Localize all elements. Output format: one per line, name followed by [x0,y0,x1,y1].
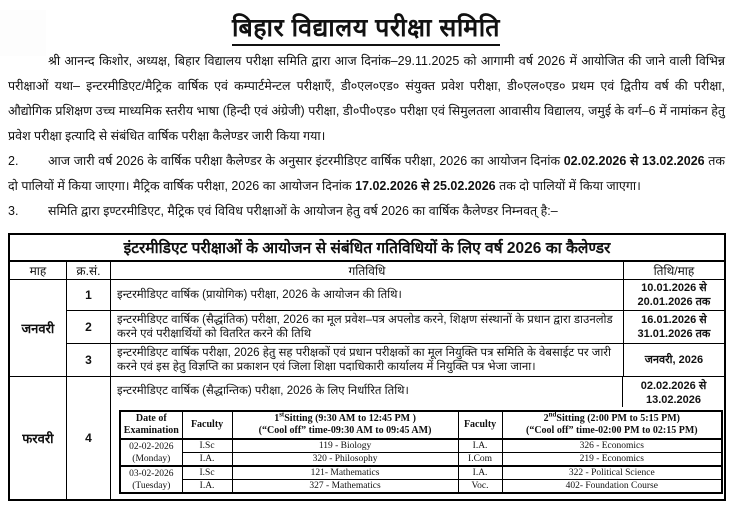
subject-cell: 119 - Biology [232,439,458,453]
intermediate-exam-date-range: 02.02.2026 से 13.02.2026 [563,154,705,168]
activity-cell: इन्टरमीडिएट वार्षिक (प्रायोगिक) परीक्षा, 2026 के आयोजन की तिथि। [111,280,624,311]
sitting-1-cooloff: (“Cool off” time-09:30 AM to 09:45 AM) [258,425,432,436]
subject-cell: 402- Foundation Course [502,480,722,494]
schedule-header-faculty-2: Faculty [458,411,502,439]
date-line: 02.02.2026 से [640,380,707,392]
column-header-month: माह [9,261,66,280]
activity-cell: इन्टरमीडिएट वार्षिक (सैद्धान्तिक) परीक्षा, 2026 के लिए निर्धारित तिथि। [117,385,409,397]
intro-paragraph: श्री आनन्द किशोर, अध्यक्ष, बिहार विद्यालय परीक्षा समिति द्वारा आज दिनांक–29.11.2025 को आगामी वर्ष 2026 में आयोजित की जाने वाली विभिन्न परीक्षाओं यथा– इन्टरमीडिएट/मैट्रिक वार्षिक एवं कम्पार्टमेन्टल परीक्षाएँ, डी०एल०एड० संयुक्त प्रवेश परीक्षा, डी०एल०एड० प्रथम एवं द्वितीय वर्ष की परीक्षा, औद्योगिक प्रशिक्षण उच्च माध्यमिक स्तरीय भाषा (हिन्दी एवं अंग्रेजी) परीक्षा, डी०पी०एड० परीक्षा एवं सिमुलतला आवासीय विद्यालय, जमुई के वर्ग–6 में नामांकन हेतु प्रवेश परीक्षा इत्यादि से संबंधित वार्षिक परीक्षा कैलेण्डर जारी किया गया। [8,54,725,143]
date-line: 16.01.2026 से [641,314,707,326]
calendar-table-title-row [9,234,725,261]
column-header-activity: गतिविधि [111,261,624,280]
calendar-intro-text: समिति द्वारा इण्टरमीडिएट, मैट्रिक एवं विविध परीक्षाओं के आयोजन हेतु वर्ष 2026 का वार्षिक कैलेण्डर निम्नवत् है:– [48,204,558,218]
calendar-row-3 [9,344,725,377]
faculty-cell: I.A. [182,453,232,467]
calendar-table-title: इंटरमीडिएट परीक्षाओं के आयोजन से संबंधित गतिविधियों के लिए वर्ष 2026 का कैलेण्डर [9,234,725,261]
sitting-1-time [233,410,458,425]
subject-cell: 219 - Economics [502,453,722,467]
date-line: 10.01.2026 से [641,282,707,294]
date-line: 31.01.2026 तक [637,328,711,340]
sitting-1-hours: Sitting (9:30 AM to 12:45 PM ) [284,413,416,424]
date-line: 13.02.2026 [645,394,702,406]
paragraph-number-2: 2. [8,154,19,168]
schedule-row [120,453,722,467]
schedule-date-line: (Tuesday) [132,480,171,491]
schedule-header-date [120,411,182,439]
schedule-date-line: 02-02-2026 [129,441,174,452]
scan-artifact [0,10,46,56]
schedule-header-sitting-1 [232,411,458,439]
date-cell [622,377,724,407]
february-activity-top [111,377,724,407]
schedule-header-faculty-1: Faculty [182,411,232,439]
subject-cell: 121- Mathematics [232,466,458,480]
calendar-row-1 [9,280,725,311]
sitting-1-ordinal: st [279,410,285,419]
date-cell [623,311,725,344]
activity-cell: इन्टरमीडिएट वार्षिक परीक्षा, 2026 हेतु सह परीक्षकों एवं प्रधान परीक्षकों का मूल नियुक्ति पत्र समिति के वेबसाईट पर जारी करने एवं इस हेतु विज्ञप्ति का प्रकाशन एवं जिला शिक्षा पदाधिकारी कार्यालय में नियुक्ति पत्र भेजा जाना। [111,344,624,377]
faculty-cell: I.A. [182,480,232,494]
subject-cell: 320 - Philosophy [232,453,458,467]
date-cell [623,280,725,311]
column-header-date: तिथि/माह [623,261,725,280]
february-activity-cell [111,377,725,501]
date-line: 20.01.2026 तक [637,296,711,308]
schedule-date-line: (Monday) [132,453,171,464]
exam-dates-text: तक दो पालियों में किया जाएगा। [495,179,641,193]
column-header-serial: क्र.सं. [66,261,110,280]
paragraph-number-3: 3. [8,204,19,218]
board-title [0,10,732,44]
faculty-cell: I.Sc [182,439,232,453]
schedule-header-sitting-2 [502,411,722,439]
schedule-header-date-line: Examination [123,425,179,436]
sitting-2-ordinal: nd [548,410,557,419]
sitting-2-number: 2 [543,413,549,424]
subject-cell: 322 - Political Science [502,466,722,480]
sitting-1-number: 1 [274,413,280,424]
schedule-exam-date [120,439,182,466]
sitting-2-time [503,410,722,425]
schedule-exam-date [120,466,182,493]
activity-cell: इन्टरमीडिएट वार्षिक (सैद्धांतिक) परीक्षा, 2026 का मूल प्रवेश–पत्र अपलोड करने, शिक्षण संस्थानों के प्रधान द्वारा डाउनलोड करने एवं परीक्षार्थियों को वितरित करने की तिथि [111,311,624,344]
calendar-table-header-row [9,261,725,280]
faculty-cell: I.Sc [182,466,232,480]
schedule-header-row [120,411,722,439]
schedule-row [120,439,722,453]
calendar-row-2 [9,311,725,344]
sitting-2-cooloff: (“Cool off” time-02:00 PM to 02:15 PM) [525,425,698,436]
month-cell-january: जनवरी [9,280,66,377]
exam-dates-paragraph [0,149,732,199]
serial-cell: 3 [66,344,110,377]
calendar-table [8,233,726,501]
faculty-cell: I.A. [458,466,502,480]
notification-document [0,10,732,515]
board-title-text: बिहार विद्यालय परीक्षा समिति [232,14,500,46]
calendar-intro-paragraph [0,199,732,224]
faculty-cell: I.A. [458,439,502,453]
schedule-row [120,480,722,494]
exam-dates-text: तक दो पालियों में किया जाएगा। मैट्रिक वार्षिक परीक्षा, 2026 का आयोजन दिनांक [8,154,726,193]
matric-exam-date-range: 17.02.2026 से 25.02.2026 [355,179,496,193]
subject-cell: 327 - Mathematics [232,480,458,494]
exam-schedule-table [119,410,723,494]
schedule-header-date-line: Date of [135,413,167,424]
faculty-cell: Voc. [458,480,502,494]
date-cell: जनवरी, 2026 [623,344,725,377]
serial-cell: 2 [66,311,110,344]
subject-cell: 326 - Economics [502,439,722,453]
serial-cell: 4 [66,377,110,501]
serial-cell: 1 [66,280,110,311]
schedule-row [120,466,722,480]
faculty-cell: I.Com [458,453,502,467]
calendar-row-4 [9,377,725,501]
schedule-date-line: 03-02-2026 [129,468,174,479]
month-cell-february: फरवरी [9,377,66,501]
sitting-2-hours: Sitting (2:00 PM to 5:15 PM) [556,413,680,424]
exam-dates-text: आज जारी वर्ष 2026 के वार्षिक परीक्षा कैलेण्डर के अनुसार इंटरमीडिएट वार्षिक परीक्षा, 2026 का आयोजन दिनांक [48,154,564,168]
